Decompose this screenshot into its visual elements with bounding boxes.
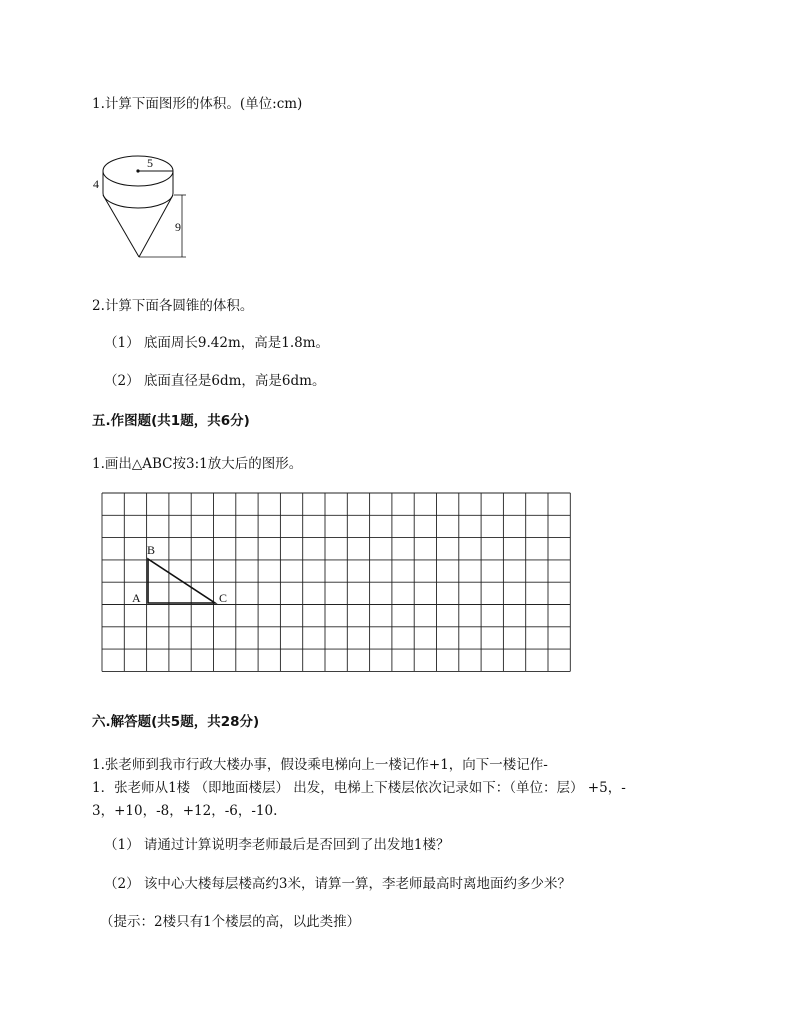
elevator-sub-question-1: （1） 请通过计算说明李老师最后是否回到了出发地1楼？ <box>104 837 450 853</box>
cone-right-edge <box>139 195 173 257</box>
triangle-abc <box>148 559 215 603</box>
cylinder-bottom-arc <box>103 193 173 208</box>
cone-left-edge <box>103 195 139 257</box>
cyl-height-label: 4 <box>93 177 99 191</box>
cone-height-label: 9 <box>175 220 181 234</box>
elevator-sub-question-2: （2） 该中心大楼每层楼高约3米，请算一算，李老师最高时离地面约多少米？ <box>104 876 571 892</box>
cylinder-cone-figure <box>90 140 200 265</box>
section-title-drawing: 五.作图题(共1题，共6分) <box>92 413 250 429</box>
problem-elevator-line1: 1.张老师到我市行政大楼办事，假设乘电梯向上一楼记作+1，向下一楼记作- <box>92 757 548 773</box>
sub-question-2: （2） 底面直径是6dm，高是6dm。 <box>104 373 326 389</box>
vertex-label-b: B <box>147 543 156 557</box>
problem-elevator-line3: 3，+10，-8，+12，-6，-10. <box>92 803 278 819</box>
question-cone-volume: 2.计算下面各圆锥的体积。 <box>92 298 254 314</box>
vertex-label-a: A <box>132 591 141 605</box>
question-enlarge-triangle: 1.画出△ABC按3:1放大后的图形。 <box>92 456 303 472</box>
elevator-hint: （提示：2楼只有1个楼层的高，以此类推） <box>100 914 361 930</box>
problem-elevator-line2: 1．张老师从1楼 （即地面楼层） 出发，电梯上下楼层依次记录如下：（单位：层） +5，- <box>92 780 626 796</box>
vertex-label-c: C <box>219 591 228 605</box>
question-volume-figure: 1.计算下面图形的体积。(单位:cm) <box>92 96 303 112</box>
sub-question-1: （1） 底面周长9.42m，高是1.8m。 <box>104 335 330 351</box>
radius-label: 5 <box>147 156 153 170</box>
section-title-solve: 六.解答题(共5题，共28分) <box>92 714 260 730</box>
square-grid <box>100 492 568 670</box>
